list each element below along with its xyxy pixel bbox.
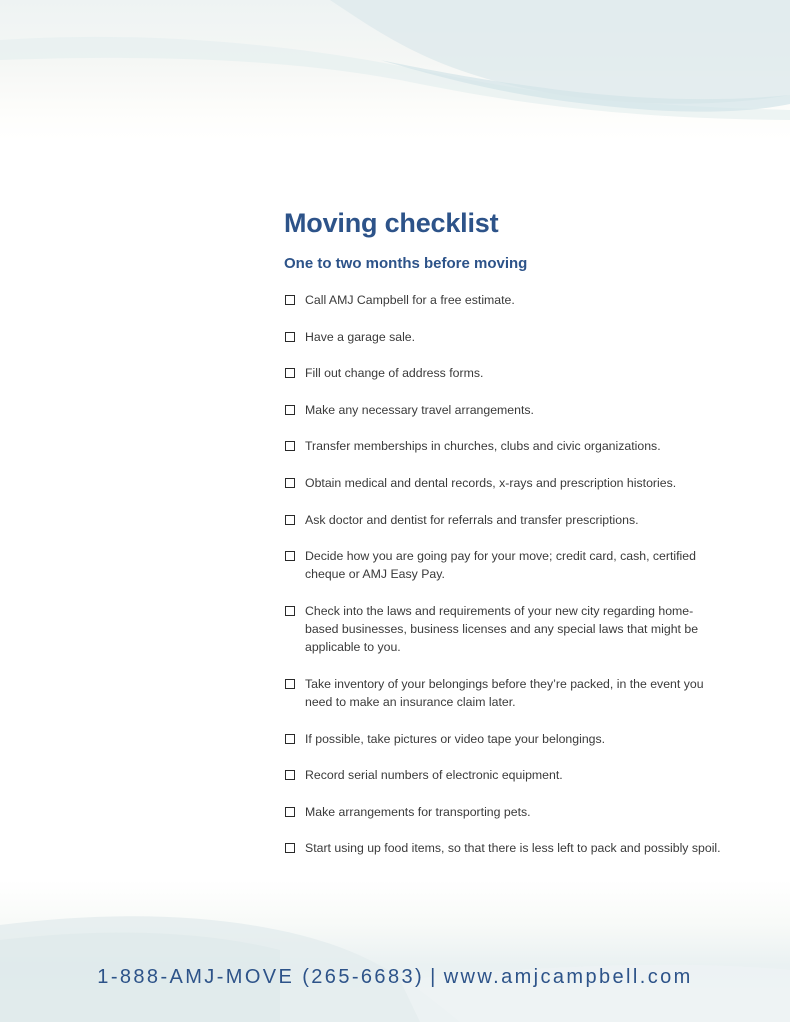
checkbox-icon[interactable] bbox=[285, 770, 295, 780]
footer-wave-background bbox=[0, 880, 790, 1022]
checkbox-icon[interactable] bbox=[285, 332, 295, 342]
checklist-item bbox=[284, 602, 725, 656]
checklist-item-text: Make any necessary travel arrangements. bbox=[305, 403, 534, 417]
checklist-item-text: Start using up food items, so that there is less left to pack and possibly spoil. bbox=[305, 841, 721, 855]
checklist-item bbox=[284, 474, 725, 492]
checkbox-icon[interactable] bbox=[285, 441, 295, 451]
checkbox-icon[interactable] bbox=[285, 515, 295, 525]
checklist-item-text: Transfer memberships in churches, clubs and civic organizations. bbox=[305, 439, 661, 453]
page-title: Moving checklist bbox=[284, 208, 499, 238]
checklist-item-text: Record serial numbers of electronic equipment. bbox=[305, 768, 563, 782]
checklist-item bbox=[284, 328, 725, 346]
checklist-item-text: Decide how you are going pay for your move; credit card, cash, certified cheque or AMJ Easy Pay. bbox=[305, 549, 696, 581]
checklist-item-text: Make arrangements for transporting pets. bbox=[305, 805, 531, 819]
phone-number: 1-888-AMJ-MOVE (265-6683) bbox=[97, 966, 425, 988]
checklist-item bbox=[284, 364, 725, 382]
checklist-item bbox=[284, 547, 725, 583]
checkbox-icon[interactable] bbox=[285, 734, 295, 744]
checklist-item-text: Fill out change of address forms. bbox=[305, 366, 484, 380]
checkbox-icon[interactable] bbox=[285, 606, 295, 616]
footer-contact bbox=[0, 966, 790, 989]
header-wave-background bbox=[0, 0, 790, 140]
checkbox-icon[interactable] bbox=[285, 295, 295, 305]
checkbox-icon[interactable] bbox=[285, 368, 295, 378]
checkbox-icon[interactable] bbox=[285, 807, 295, 817]
checkbox-icon[interactable] bbox=[285, 679, 295, 689]
checkbox-icon[interactable] bbox=[285, 843, 295, 853]
website-link[interactable]: www.amjcampbell.com bbox=[443, 966, 693, 988]
checklist-item-text: Check into the laws and requirements of your new city regarding home-based businesses, business licenses and any special laws that might be applicable to you. bbox=[305, 604, 699, 654]
checkbox-icon[interactable] bbox=[285, 551, 295, 561]
checklist-item bbox=[284, 730, 725, 748]
checklist-item-text: Take inventory of your belongings before they’re packed, in the event you need to make an insurance claim later. bbox=[305, 677, 704, 709]
checklist-item-text: Ask doctor and dentist for referrals and transfer prescriptions. bbox=[305, 513, 639, 527]
checklist-item-text: If possible, take pictures or video tape your belongings. bbox=[305, 732, 606, 746]
checkbox-icon[interactable] bbox=[285, 405, 295, 415]
checklist-content bbox=[284, 205, 734, 855]
checklist-item bbox=[284, 437, 725, 455]
checklist-item bbox=[284, 839, 725, 857]
checklist-item-text: Call AMJ Campbell for a free estimate. bbox=[305, 293, 515, 307]
checklist-item bbox=[284, 291, 725, 309]
checklist-item-text: Obtain medical and dental records, x-rays and prescription histories. bbox=[305, 476, 677, 490]
checklist-item bbox=[284, 511, 725, 529]
footer-separator: | bbox=[430, 966, 438, 988]
checkbox-icon[interactable] bbox=[285, 478, 295, 488]
section-heading: One to two months before moving bbox=[284, 255, 528, 272]
checklist-item bbox=[284, 401, 725, 419]
checklist-item bbox=[284, 803, 725, 821]
checklist-item bbox=[284, 766, 725, 784]
checklist-item-text: Have a garage sale. bbox=[305, 330, 416, 344]
checklist-item bbox=[284, 675, 725, 711]
